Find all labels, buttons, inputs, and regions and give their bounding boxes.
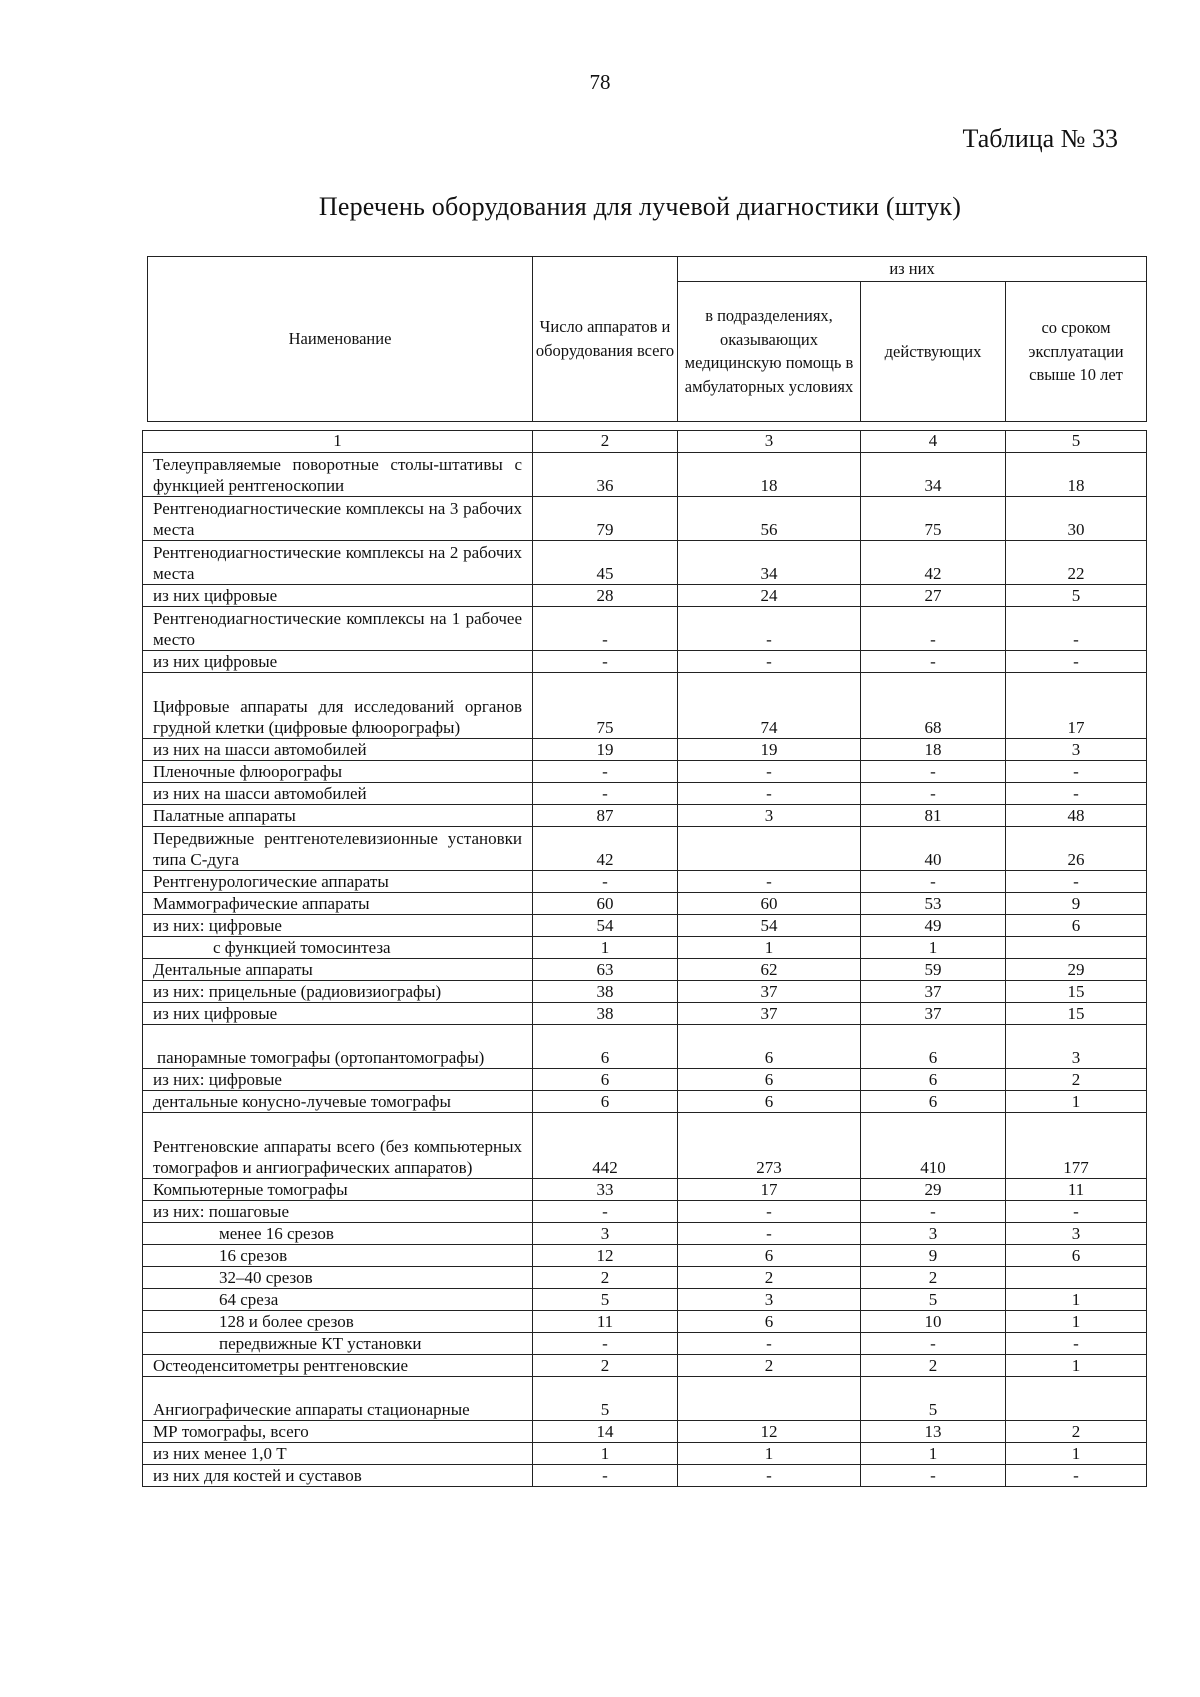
cell-name: 128 и более срезов	[143, 1311, 533, 1333]
table-row	[143, 1377, 1147, 1421]
cell-operating: 2	[861, 1267, 1006, 1289]
cell-over-10-years: -	[1006, 1465, 1147, 1487]
cell-total: 442	[533, 1113, 678, 1179]
cell-total: -	[533, 1201, 678, 1223]
cell-name: Рентгеновские аппараты всего (без компьютерных томографов и ангиографических аппаратов)	[143, 1113, 533, 1179]
cell-name: Палатные аппараты	[143, 805, 533, 827]
cell-outpatient: 60	[678, 893, 861, 915]
header-outpatient: в подразделениях, оказывающих медицинскую помощь в амбулаторных условиях	[678, 281, 861, 421]
cell-outpatient: 1	[678, 937, 861, 959]
cell-total: 60	[533, 893, 678, 915]
table-row	[143, 1223, 1147, 1245]
cell-outpatient: -	[678, 1201, 861, 1223]
cell-name: Рентгенурологические аппараты	[143, 871, 533, 893]
header-over-10-years: со сроком эксплуатации свыше 10 лет	[1006, 281, 1147, 421]
cell-total: 45	[533, 541, 678, 585]
cell-outpatient: -	[678, 651, 861, 673]
table-row	[143, 1443, 1147, 1465]
table-header	[147, 256, 1147, 422]
cell-outpatient: -	[678, 1465, 861, 1487]
cell-outpatient: 74	[678, 673, 861, 739]
cell-total: 6	[533, 1069, 678, 1091]
column-number: 5	[1006, 431, 1147, 453]
cell-total: -	[533, 761, 678, 783]
cell-operating: 18	[861, 739, 1006, 761]
cell-name: Цифровые аппараты для исследований органов грудной клетки (цифровые флюорографы)	[143, 673, 533, 739]
equipment-table	[142, 430, 1147, 1487]
cell-outpatient: -	[678, 1223, 861, 1245]
table-row	[143, 1421, 1147, 1443]
table-row	[143, 497, 1147, 541]
cell-over-10-years	[1006, 1267, 1147, 1289]
cell-total: 11	[533, 1311, 678, 1333]
cell-over-10-years: 9	[1006, 893, 1147, 915]
cell-outpatient: -	[678, 871, 861, 893]
cell-over-10-years: 18	[1006, 453, 1147, 497]
cell-name: дентальные конусно-лучевые томографы	[143, 1091, 533, 1113]
cell-outpatient: 12	[678, 1421, 861, 1443]
cell-name: МР томографы, всего	[143, 1421, 533, 1443]
table-row	[143, 651, 1147, 673]
cell-operating: 1	[861, 937, 1006, 959]
document-title: Перечень оборудования для лучевой диагностики (штук)	[318, 192, 962, 221]
table-row	[143, 1333, 1147, 1355]
cell-over-10-years: 177	[1006, 1113, 1147, 1179]
cell-total: 6	[533, 1091, 678, 1113]
cell-total: 38	[533, 1003, 678, 1025]
table-row	[143, 783, 1147, 805]
cell-operating: 2	[861, 1355, 1006, 1377]
table-row	[143, 871, 1147, 893]
cell-name: панорамные томографы (ортопантомографы)	[143, 1025, 533, 1069]
cell-over-10-years: 15	[1006, 1003, 1147, 1025]
cell-over-10-years: 1	[1006, 1311, 1147, 1333]
table-row	[143, 1311, 1147, 1333]
cell-total: -	[533, 783, 678, 805]
table-row	[143, 937, 1147, 959]
cell-over-10-years: 6	[1006, 1245, 1147, 1267]
cell-over-10-years: 2	[1006, 1421, 1147, 1443]
cell-name: Рентгенодиагностические комплексы на 2 рабочих места	[143, 541, 533, 585]
cell-total: 6	[533, 1025, 678, 1069]
table-row	[143, 1267, 1147, 1289]
cell-total: -	[533, 871, 678, 893]
cell-operating: -	[861, 761, 1006, 783]
cell-outpatient: 2	[678, 1355, 861, 1377]
cell-total: 42	[533, 827, 678, 871]
cell-outpatient	[678, 1377, 861, 1421]
cell-outpatient: 18	[678, 453, 861, 497]
cell-over-10-years: 3	[1006, 1025, 1147, 1069]
cell-outpatient: -	[678, 1333, 861, 1355]
cell-outpatient: 1	[678, 1443, 861, 1465]
cell-outpatient: 2	[678, 1267, 861, 1289]
cell-total: 5	[533, 1377, 678, 1421]
cell-operating: 75	[861, 497, 1006, 541]
table-label: Таблица № 33	[962, 124, 1118, 153]
table-row	[143, 1003, 1147, 1025]
table-row	[143, 1355, 1147, 1377]
cell-outpatient: 62	[678, 959, 861, 981]
cell-operating: -	[861, 651, 1006, 673]
table-row	[143, 541, 1147, 585]
cell-name: 32–40 срезов	[143, 1267, 533, 1289]
cell-over-10-years: 3	[1006, 739, 1147, 761]
cell-total: -	[533, 607, 678, 651]
cell-outpatient: 37	[678, 981, 861, 1003]
cell-name: Пленочные флюорографы	[143, 761, 533, 783]
cell-operating: 5	[861, 1377, 1006, 1421]
table-row	[143, 1245, 1147, 1267]
cell-outpatient: -	[678, 783, 861, 805]
cell-name: из них цифровые	[143, 585, 533, 607]
table-row	[143, 1025, 1147, 1069]
cell-operating: 59	[861, 959, 1006, 981]
header-name: Наименование	[148, 257, 533, 422]
table-row	[143, 827, 1147, 871]
table-row	[143, 585, 1147, 607]
cell-operating: 27	[861, 585, 1006, 607]
cell-over-10-years: 1	[1006, 1355, 1147, 1377]
table-row	[143, 959, 1147, 981]
table-row	[143, 1091, 1147, 1113]
cell-name: из них цифровые	[143, 1003, 533, 1025]
cell-operating: 42	[861, 541, 1006, 585]
cell-name: Остеоденситометры рентгеновские	[143, 1355, 533, 1377]
cell-outpatient: 6	[678, 1245, 861, 1267]
cell-total: 3	[533, 1223, 678, 1245]
cell-operating: 10	[861, 1311, 1006, 1333]
cell-over-10-years: 48	[1006, 805, 1147, 827]
cell-over-10-years: -	[1006, 1333, 1147, 1355]
cell-total: 2	[533, 1355, 678, 1377]
cell-over-10-years: 26	[1006, 827, 1147, 871]
cell-name: Рентгенодиагностические комплексы на 3 рабочих места	[143, 497, 533, 541]
cell-total: 54	[533, 915, 678, 937]
cell-outpatient: -	[678, 761, 861, 783]
cell-name: из них: прицельные (радиовизиографы)	[143, 981, 533, 1003]
cell-operating: 68	[861, 673, 1006, 739]
table-row	[143, 1113, 1147, 1179]
header-operating: действующих	[861, 281, 1006, 421]
cell-over-10-years: -	[1006, 607, 1147, 651]
cell-over-10-years: -	[1006, 761, 1147, 783]
cell-operating: 6	[861, 1069, 1006, 1091]
cell-operating: 410	[861, 1113, 1006, 1179]
header-total: Число аппаратов и оборудования всего	[533, 257, 678, 422]
cell-total: 33	[533, 1179, 678, 1201]
cell-total: 1	[533, 1443, 678, 1465]
cell-operating: -	[861, 607, 1006, 651]
cell-operating: -	[861, 871, 1006, 893]
cell-over-10-years: -	[1006, 651, 1147, 673]
cell-operating: 9	[861, 1245, 1006, 1267]
cell-operating: 37	[861, 981, 1006, 1003]
cell-operating: -	[861, 1465, 1006, 1487]
cell-outpatient	[678, 827, 861, 871]
table-row	[143, 607, 1147, 651]
cell-operating: 37	[861, 1003, 1006, 1025]
cell-outpatient: 37	[678, 1003, 861, 1025]
cell-name: из них на шасси автомобилей	[143, 739, 533, 761]
page-number: 78	[589, 70, 611, 94]
cell-over-10-years	[1006, 1377, 1147, 1421]
cell-total: 1	[533, 937, 678, 959]
cell-name: из них цифровые	[143, 651, 533, 673]
cell-over-10-years: 22	[1006, 541, 1147, 585]
cell-name: из них: цифровые	[143, 1069, 533, 1091]
table-body	[143, 431, 1147, 1487]
cell-outpatient: 3	[678, 805, 861, 827]
cell-outpatient: 6	[678, 1311, 861, 1333]
cell-operating: 5	[861, 1289, 1006, 1311]
cell-over-10-years: 5	[1006, 585, 1147, 607]
table-row	[143, 915, 1147, 937]
table-row	[143, 1069, 1147, 1091]
cell-over-10-years: 17	[1006, 673, 1147, 739]
column-number: 2	[533, 431, 678, 453]
cell-outpatient: 24	[678, 585, 861, 607]
cell-outpatient: 19	[678, 739, 861, 761]
table-row	[143, 805, 1147, 827]
cell-operating: -	[861, 1201, 1006, 1223]
table-row	[143, 1201, 1147, 1223]
cell-total: -	[533, 1465, 678, 1487]
cell-over-10-years: 3	[1006, 1223, 1147, 1245]
cell-outpatient: 17	[678, 1179, 861, 1201]
cell-name: с функцией томосинтеза	[143, 937, 533, 959]
cell-outpatient: 273	[678, 1113, 861, 1179]
table-row	[143, 1289, 1147, 1311]
cell-total: 36	[533, 453, 678, 497]
cell-outpatient: 6	[678, 1025, 861, 1069]
cell-name: из них: пошаговые	[143, 1201, 533, 1223]
column-number: 3	[678, 431, 861, 453]
table-row	[143, 739, 1147, 761]
cell-total: 19	[533, 739, 678, 761]
cell-name: 64 среза	[143, 1289, 533, 1311]
cell-total: -	[533, 1333, 678, 1355]
cell-operating: 1	[861, 1443, 1006, 1465]
cell-name: Передвижные рентгенотелевизионные установки типа С-дуга	[143, 827, 533, 871]
cell-operating: 13	[861, 1421, 1006, 1443]
cell-operating: -	[861, 783, 1006, 805]
table-row	[143, 1465, 1147, 1487]
cell-total: 79	[533, 497, 678, 541]
cell-outpatient: -	[678, 607, 861, 651]
table-row	[143, 893, 1147, 915]
table-row	[143, 1179, 1147, 1201]
cell-over-10-years: -	[1006, 871, 1147, 893]
table-row	[143, 453, 1147, 497]
cell-name: Ангиографические аппараты стационарные	[143, 1377, 533, 1421]
cell-operating: 49	[861, 915, 1006, 937]
cell-over-10-years	[1006, 937, 1147, 959]
cell-operating: 53	[861, 893, 1006, 915]
cell-name: Телеуправляемые поворотные столы-штативы с функцией рентгеноскопии	[143, 453, 533, 497]
header-of-them: из них	[678, 257, 1147, 282]
cell-name: Компьютерные томографы	[143, 1179, 533, 1201]
cell-outpatient: 6	[678, 1069, 861, 1091]
cell-over-10-years: 2	[1006, 1069, 1147, 1091]
cell-total: 38	[533, 981, 678, 1003]
cell-over-10-years: 30	[1006, 497, 1147, 541]
cell-outpatient: 34	[678, 541, 861, 585]
cell-total: 5	[533, 1289, 678, 1311]
cell-total: 75	[533, 673, 678, 739]
cell-over-10-years: 6	[1006, 915, 1147, 937]
cell-name: Рентгенодиагностические комплексы на 1 рабочее место	[143, 607, 533, 651]
cell-over-10-years: 1	[1006, 1443, 1147, 1465]
cell-over-10-years: 1	[1006, 1289, 1147, 1311]
column-number: 4	[861, 431, 1006, 453]
cell-outpatient: 3	[678, 1289, 861, 1311]
cell-name: из них: цифровые	[143, 915, 533, 937]
cell-operating: 34	[861, 453, 1006, 497]
cell-total: 2	[533, 1267, 678, 1289]
cell-name: 16 срезов	[143, 1245, 533, 1267]
cell-operating: 81	[861, 805, 1006, 827]
cell-name: из них менее 1,0 Т	[143, 1443, 533, 1465]
cell-total: 63	[533, 959, 678, 981]
cell-name: Маммографические аппараты	[143, 893, 533, 915]
cell-over-10-years: -	[1006, 1201, 1147, 1223]
cell-operating: 29	[861, 1179, 1006, 1201]
cell-over-10-years: 11	[1006, 1179, 1147, 1201]
cell-over-10-years: -	[1006, 783, 1147, 805]
cell-over-10-years: 1	[1006, 1091, 1147, 1113]
cell-operating: 6	[861, 1025, 1006, 1069]
cell-over-10-years: 15	[1006, 981, 1147, 1003]
cell-outpatient: 54	[678, 915, 861, 937]
column-number: 1	[143, 431, 533, 453]
cell-total: 28	[533, 585, 678, 607]
cell-total: -	[533, 651, 678, 673]
table-row	[143, 761, 1147, 783]
cell-name: Дентальные аппараты	[143, 959, 533, 981]
table-row	[143, 673, 1147, 739]
cell-name: из них на шасси автомобилей	[143, 783, 533, 805]
column-numbers-row	[143, 431, 1147, 453]
cell-total: 87	[533, 805, 678, 827]
cell-operating: 6	[861, 1091, 1006, 1113]
cell-name: передвижные КТ установки	[143, 1333, 533, 1355]
cell-operating: 3	[861, 1223, 1006, 1245]
cell-total: 12	[533, 1245, 678, 1267]
table-row	[143, 981, 1147, 1003]
cell-outpatient: 6	[678, 1091, 861, 1113]
cell-name: из них для костей и суставов	[143, 1465, 533, 1487]
cell-operating: 40	[861, 827, 1006, 871]
cell-name: менее 16 срезов	[143, 1223, 533, 1245]
cell-operating: -	[861, 1333, 1006, 1355]
cell-total: 14	[533, 1421, 678, 1443]
cell-over-10-years: 29	[1006, 959, 1147, 981]
cell-outpatient: 56	[678, 497, 861, 541]
